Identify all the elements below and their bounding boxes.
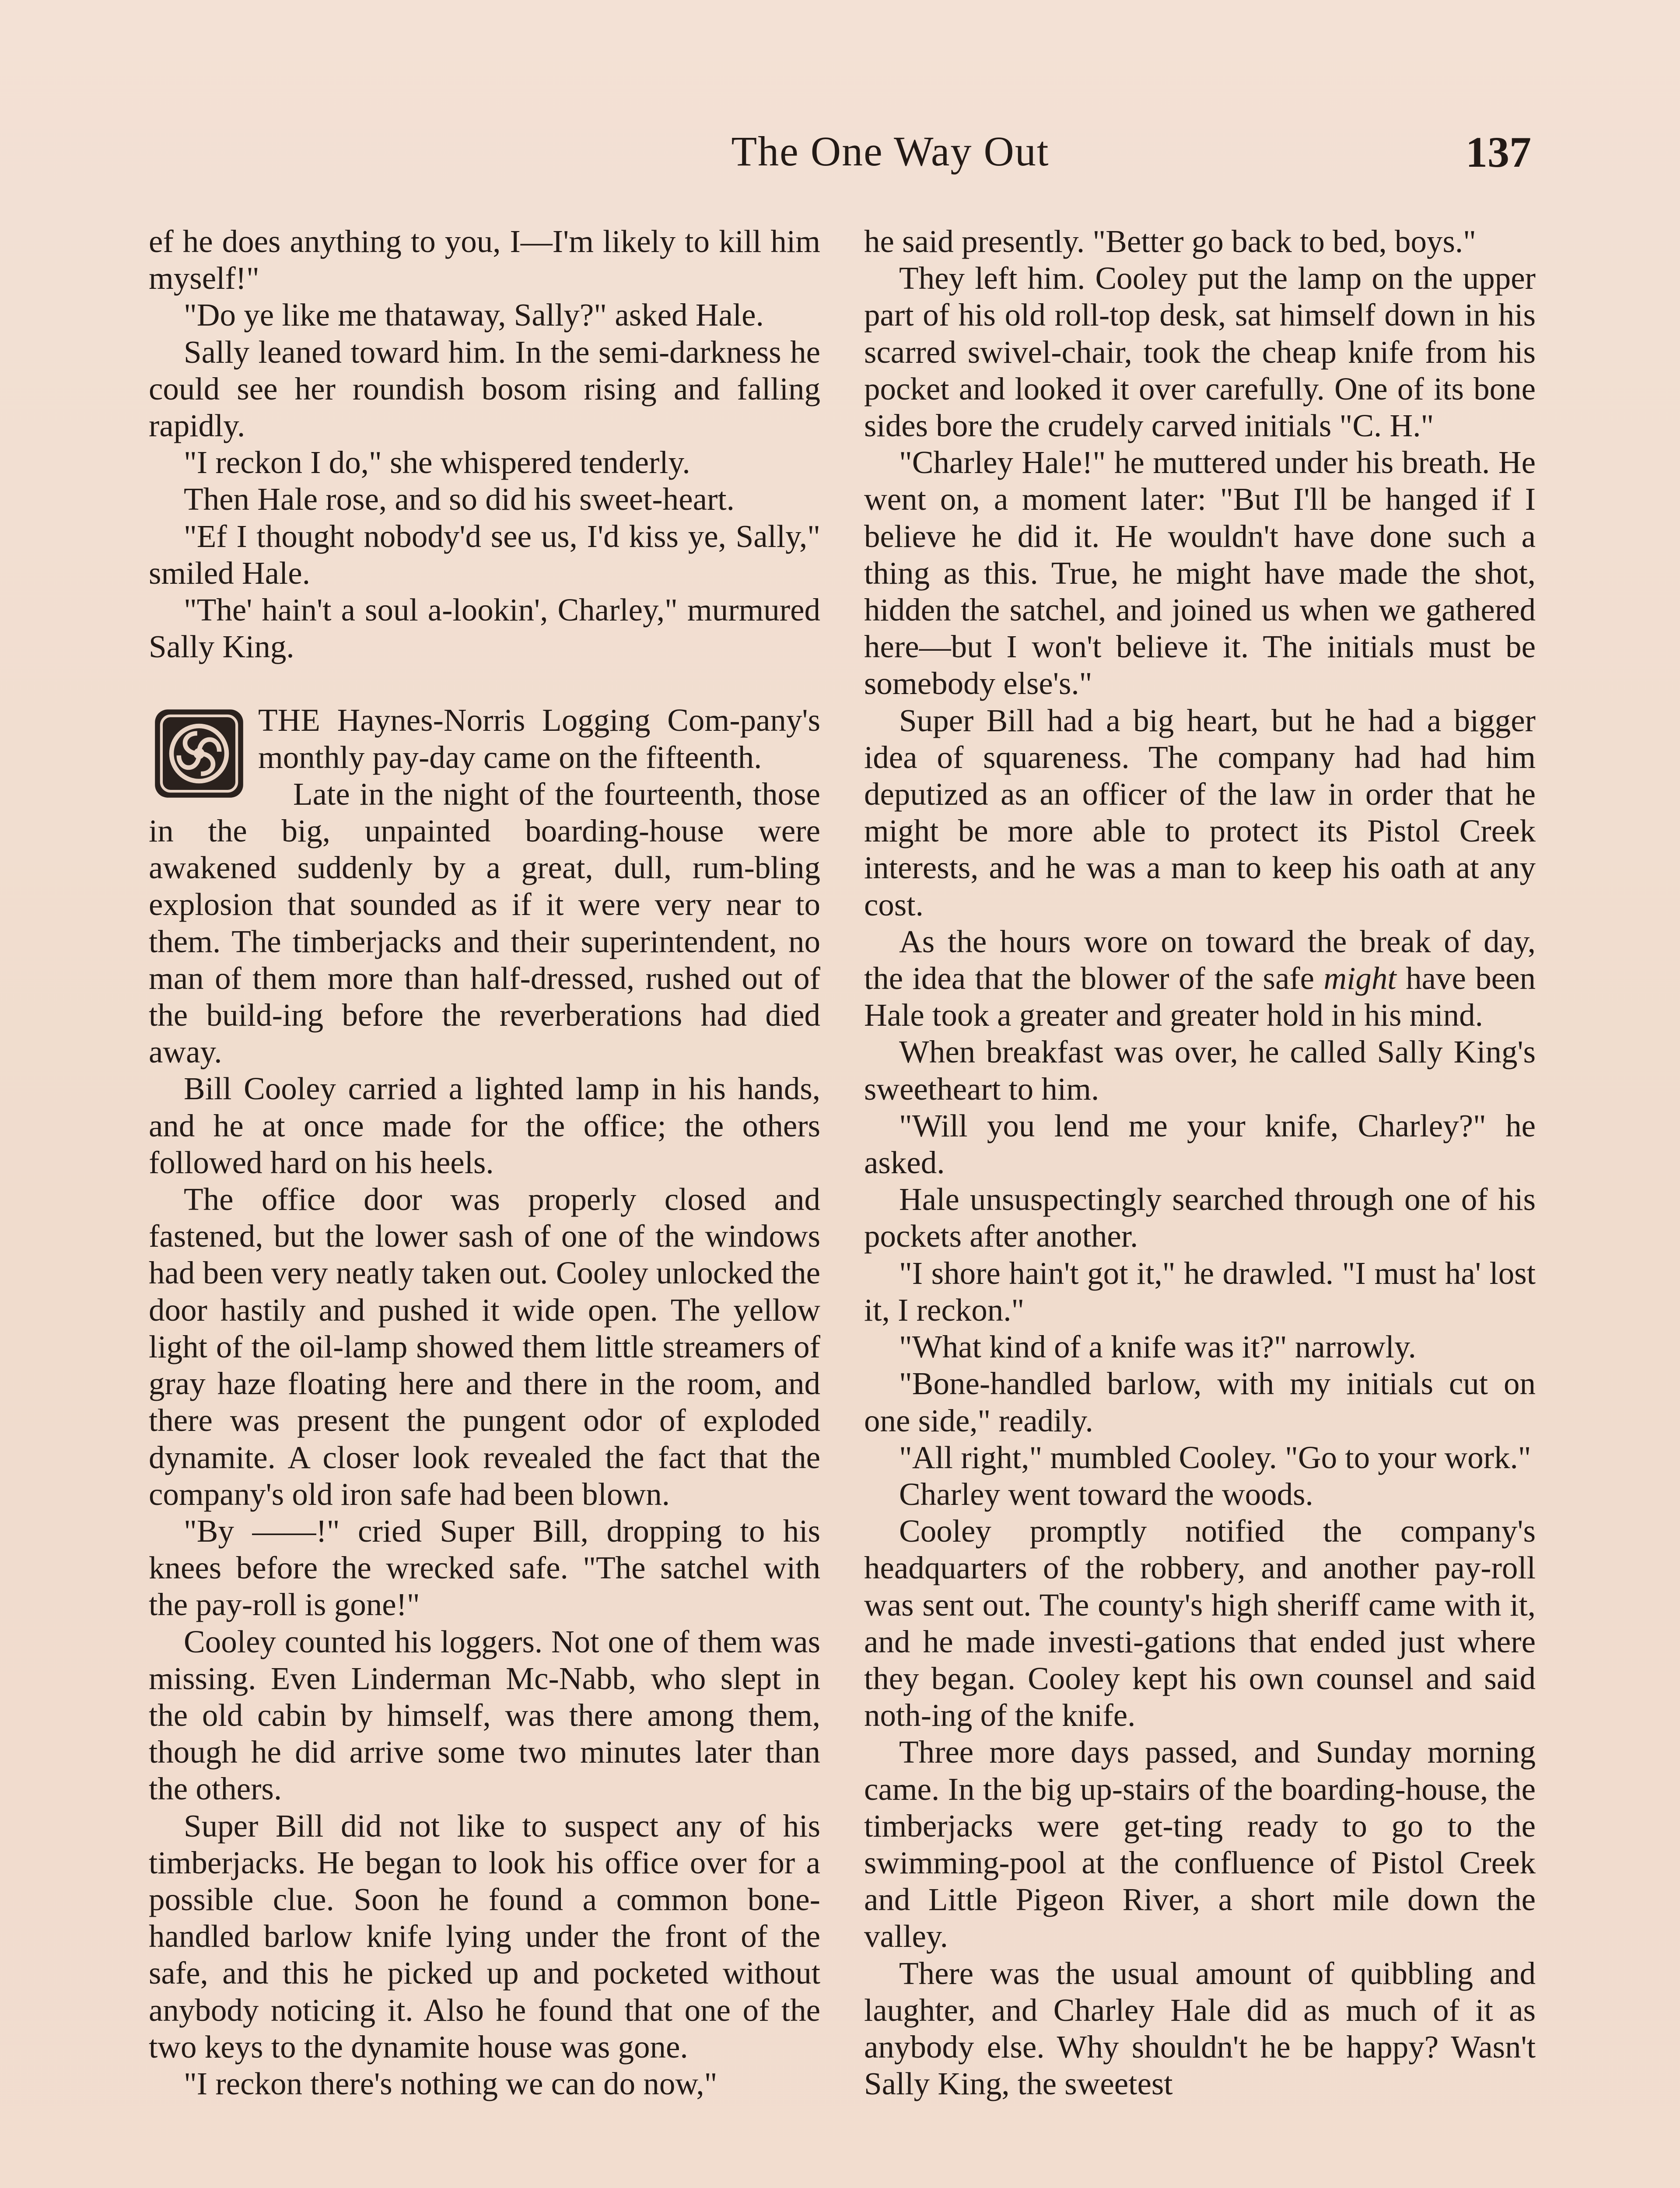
paragraph bbox=[864, 923, 1536, 1034]
paragraph: Super Bill had a big heart, but he had a bigger idea of squareness. The company had had him deputized as an officer of the law in order that he might be more able to protect its Pistol Creek interests, and he was a man to keep his oath at any cost. bbox=[864, 702, 1536, 922]
paragraph: There was the usual amount of quibbling and laughter, and Charley Hale did as much of it as anybody else. Why shouldn't he be happy? Wasn't Sally King, the sweetest bbox=[864, 1955, 1536, 2102]
left-column bbox=[149, 223, 820, 2102]
emphasis-text: might bbox=[1323, 961, 1396, 996]
section-opening-paragraph bbox=[149, 702, 820, 775]
text-run: have been Hale took a greater and greater hold in his mind. bbox=[864, 961, 1536, 1033]
swirl-ornament-icon bbox=[153, 705, 245, 802]
paragraph: Cooley counted his loggers. Not one of them was missing. Even Linderman Mc-Nabb, who slept in the old cabin by himself, was there among them, though he did arrive some two minutes later than the others. bbox=[149, 1623, 820, 1807]
paragraph: "Bone-handled barlow, with my initials cut on one side," readily. bbox=[864, 1366, 1536, 1438]
paragraph: "I reckon I do," she whispered tenderly. bbox=[184, 445, 690, 480]
page-header bbox=[149, 127, 1531, 193]
page-number: 137 bbox=[1466, 128, 1531, 176]
running-title: The One Way Out bbox=[731, 128, 1050, 175]
paragraph: Then Hale rose, and so did his sweet-heart. bbox=[184, 481, 735, 517]
paragraph: "Ef I thought nobody'd see us, I'd kiss ye, Sally," smiled Hale. bbox=[149, 518, 820, 591]
paragraph: They left him. Cooley put the lamp on the upper part of his old roll-top desk, sat himself down in his scarred swivel-chair, took the cheap knife from his pocket and looked it over carefully. One of its bone sides bore the crudely carved initials "C. H." bbox=[864, 260, 1536, 444]
paragraph: "What kind of a knife was it?" narrowly. bbox=[899, 1329, 1416, 1365]
paragraph: "By ——!" cried Super Bill, dropping to his knees before the wrecked safe. "The satchel with the pay-roll is gone!" bbox=[149, 1513, 820, 1623]
paragraph: "I reckon there's nothing we can do now," bbox=[184, 2065, 718, 2101]
paragraph: "I shore hain't got it," he drawled. "I must ha' lost it, I reckon." bbox=[864, 1255, 1536, 1328]
paragraph: Late in the night of the fourteenth, those in the big, unpainted boarding-house were awakened suddenly by a great, dull, rum-bling explosion that sounded as if it were very near to them. The timberjacks and their superintendent, no man of them more than half-dressed, rushed out of the build-ing before the reverberations had died away. bbox=[149, 776, 820, 1070]
paragraph: Hale unsuspectingly searched through one of his pockets after another. bbox=[864, 1182, 1536, 1254]
paragraph: Sally leaned toward him. In the semi-darkness he could see her roundish bosom rising and falling rapidly. bbox=[149, 334, 820, 444]
right-column bbox=[864, 223, 1536, 2102]
paragraph: "All right," mumbled Cooley. "Go to your work." bbox=[899, 1439, 1531, 1475]
paragraph: he said presently. "Better go back to bed, boys." bbox=[864, 224, 1476, 259]
paragraph: When breakfast was over, he called Sally King's sweetheart to him. bbox=[864, 1034, 1536, 1107]
paragraph: Three more days passed, and Sunday morning came. In the big up-stairs of the boarding-house, the timberjacks were get-ting ready to go to the swimming-pool at the confluence of Pistol Creek and Little Pigeon River, a short mile down the valley. bbox=[864, 1734, 1536, 1954]
paragraph: Super Bill did not like to suspect any of his timberjacks. He began to look his office over for a possible clue. Soon he found a common bone-handled barlow knife lying under the front of the safe, and this he picked up and pocketed without anybody noticing it. Also he found that one of the two keys to the dynamite house was gone. bbox=[149, 1808, 820, 2065]
paragraph: Bill Cooley carried a lighted lamp in his hands, and he at once made for the office; the others followed hard on his heels. bbox=[149, 1071, 820, 1180]
paragraph: The office door was properly closed and fastened, but the lower sash of one of the windows had been very neatly taken out. Cooley unlocked the door hastily and pushed it wide open. The yellow light of the oil-lamp showed them little streamers of gray haze floating here and there in the room, and there was present the pungent odor of exploded dynamite. A closer look revealed the fact that the company's old iron safe had been blown. bbox=[149, 1182, 820, 1512]
paragraph: Cooley promptly notified the company's headquarters of the robbery, and another pay-roll was sent out. The county's high sheriff came with it, and he made investi-gations that ended just where they began. Cooley kept his own counsel and said noth-ing of the knife. bbox=[864, 1513, 1536, 1733]
paragraph: "The' hain't a soul a-lookin', Charley," murmured Sally King. bbox=[149, 592, 820, 665]
section-opening-text: THE Haynes-Norris Logging Com-pany's monthly pay-day came on the fifteenth. bbox=[258, 702, 820, 775]
paragraph: "Do ye like me thataway, Sally?" asked Hale. bbox=[184, 297, 764, 333]
paragraph: Charley went toward the woods. bbox=[899, 1476, 1313, 1512]
paragraph: ef he does anything to you, I—I'm likely to kill him myself!" bbox=[149, 224, 820, 296]
paragraph: "Will you lend me your knife, Charley?" he asked. bbox=[864, 1108, 1536, 1181]
paragraph: "Charley Hale!" he muttered under his breath. He went on, a moment later: "But I'll be hanged if I believe he did it. He wouldn't have done such a thing as this. True, he might have made the shot, hidden the satchel, and joined us when we gathered here—but I won't believe it. The initials must be somebody else's." bbox=[864, 445, 1536, 701]
section-break bbox=[149, 665, 820, 702]
text-run: As the hours wore on toward the break of day, the idea that the blower of the safe bbox=[864, 923, 1536, 996]
